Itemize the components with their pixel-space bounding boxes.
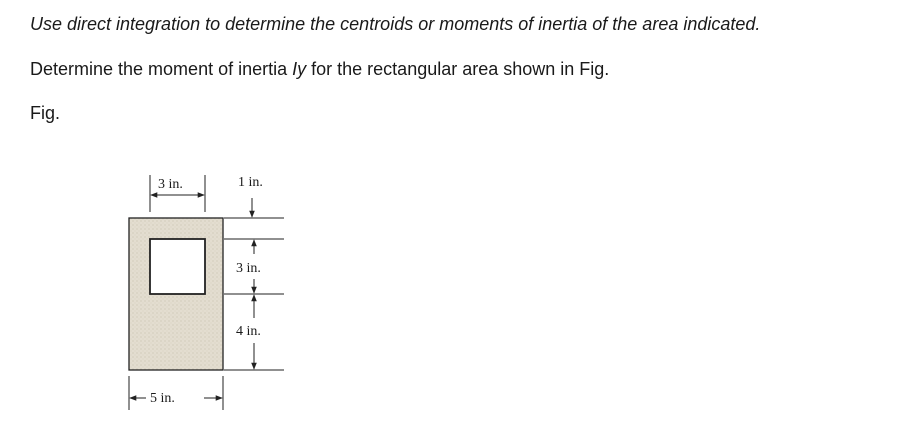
dim-right-mid-label: 3 in. — [236, 261, 261, 276]
rectangular-area-figure — [100, 160, 320, 420]
dim-top-label: 3 in. — [158, 177, 183, 192]
figure-drawing — [100, 160, 320, 420]
question-prefix: Determine the moment of inertia — [30, 59, 293, 79]
dim-right-top-label: 1 in. — [238, 175, 263, 190]
dim-bottom-label: 5 in. — [150, 391, 175, 406]
square-hole — [150, 239, 205, 294]
iy-variable: Iy — [292, 59, 307, 79]
dim-right-bottom-label: 4 in. — [236, 324, 261, 339]
question-text — [30, 59, 609, 80]
fig-label: Fig. — [30, 103, 61, 123]
question-suffix: for the rectangular area shown in Fig. — [306, 59, 610, 79]
instruction-text: Use direct integration to determine the centroids or moments of inertia of the area indicated. — [30, 14, 761, 34]
